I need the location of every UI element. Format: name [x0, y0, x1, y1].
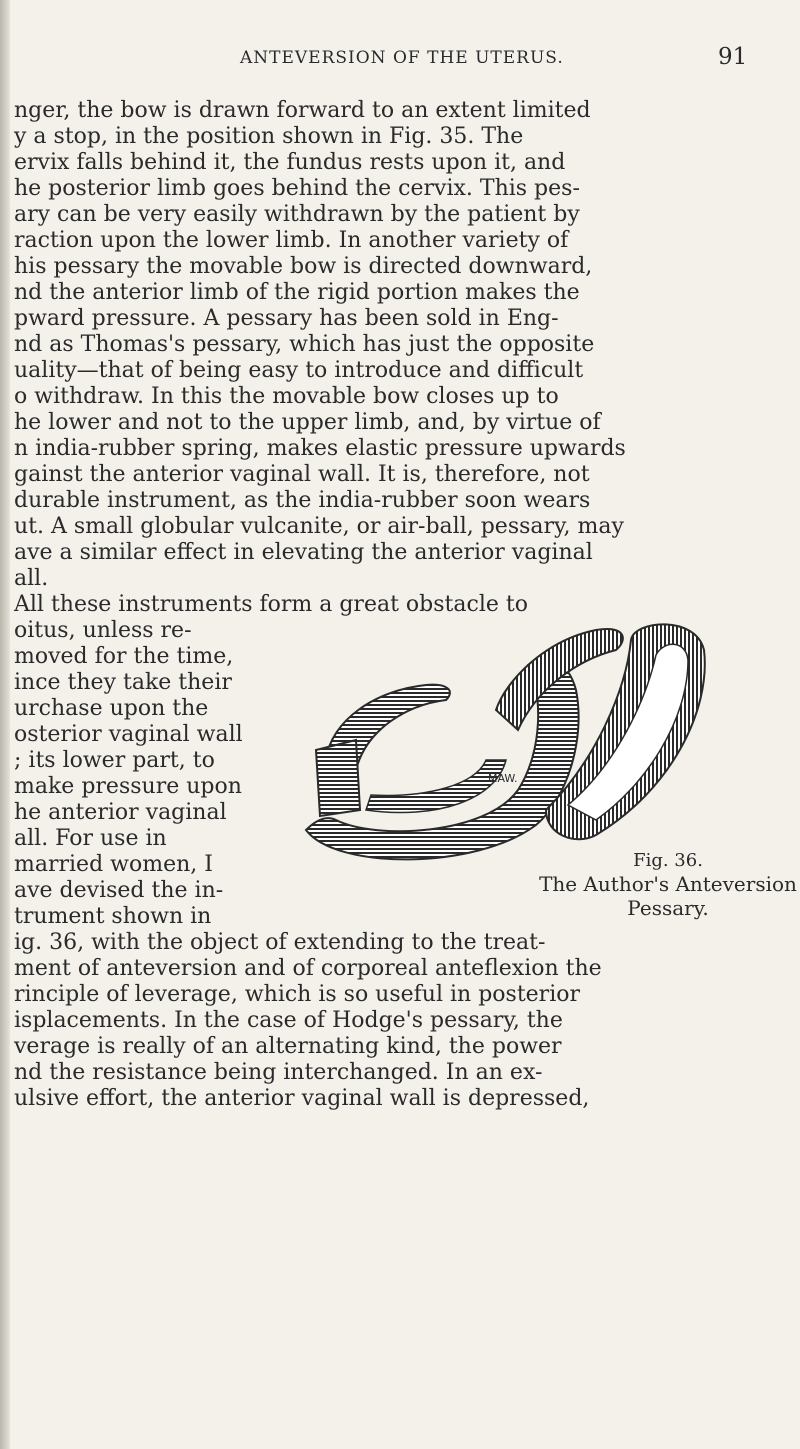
text-line: verage is really of an alternating kind, the power [14, 1034, 562, 1059]
text-line: nd the resistance being interchanged. In an ex- [14, 1060, 543, 1085]
text-line: uality—that of being easy to introduce and difficult [14, 358, 584, 383]
text-line: oitus, unless re- [14, 618, 192, 643]
text-line: urchase upon the [14, 696, 209, 721]
text-line: n india-rubber spring, makes elastic pressure upwards [14, 436, 626, 461]
text-line: all. [14, 566, 49, 591]
text-line: isplacements. In the case of Hodge's pessary, the [14, 1008, 563, 1033]
text-line: ulsive effort, the anterior vaginal wall is depressed, [14, 1086, 590, 1111]
text-line: ave a similar effect in elevating the anterior vaginal [14, 540, 593, 565]
page-gutter [0, 0, 10, 1449]
text-line: he anterior vaginal [14, 800, 227, 825]
text-line: ave devised the in- [14, 878, 224, 903]
pessary-illustration-icon [296, 620, 716, 870]
text-line: nger, the bow is drawn forward to an extent limited [14, 98, 591, 123]
text-line: ince they take their [14, 670, 232, 695]
running-head: ANTEVERSION OF THE UTERUS. [240, 48, 564, 68]
text-line: ig. 36, with the object of extending to the treat- [14, 930, 546, 955]
page-number: 91 [718, 44, 748, 70]
text-line: All these instruments form a great obstacle to [14, 592, 528, 617]
text-line: raction upon the lower limb. In another variety of [14, 228, 569, 253]
text-line: rinciple of leverage, which is so useful in posterior [14, 982, 580, 1007]
text-line: his pessary the movable bow is directed downward, [14, 254, 593, 279]
text-line: gainst the anterior vaginal wall. It is, therefore, not [14, 462, 590, 487]
text-line: ment of anteversion and of corporeal anteflexion the [14, 956, 602, 981]
text-line: nd the anterior limb of the rigid portion makes the [14, 280, 580, 305]
text-line: he posterior limb goes behind the cervix. This pes- [14, 176, 580, 201]
text-line: trument shown in [14, 904, 212, 929]
text-line: make pressure upon [14, 774, 242, 799]
maker-mark: MAW. [488, 772, 518, 785]
text-line: all. For use in [14, 826, 167, 851]
text-line: ; its lower part, to [14, 748, 215, 773]
figure-caption: The Author's Anteversion Pessary. [539, 872, 797, 920]
text-line: he lower and not to the upper limb, and, by virtue of [14, 410, 601, 435]
text-line: osterior vaginal wall [14, 722, 243, 747]
text-line: married women, I [14, 852, 213, 877]
text-line: o withdraw. In this the movable bow closes up to [14, 384, 559, 409]
text-line: ary can be very easily withdrawn by the patient by [14, 202, 580, 227]
text-line: nd as Thomas's pessary, which has just the opposite [14, 332, 595, 357]
text-line: ervix falls behind it, the fundus rests upon it, and [14, 150, 566, 175]
text-line: moved for the time, [14, 644, 234, 669]
text-line: pward pressure. A pessary has been sold in Eng- [14, 306, 559, 331]
text-line: y a stop, in the position shown in Fig. 35. The [14, 124, 524, 149]
text-line: ut. A small globular vulcanite, or air-ball, pessary, may [14, 514, 624, 539]
text-line: durable instrument, as the india-rubber soon wears [14, 488, 591, 513]
figure-label: Fig. 36. [633, 850, 703, 871]
